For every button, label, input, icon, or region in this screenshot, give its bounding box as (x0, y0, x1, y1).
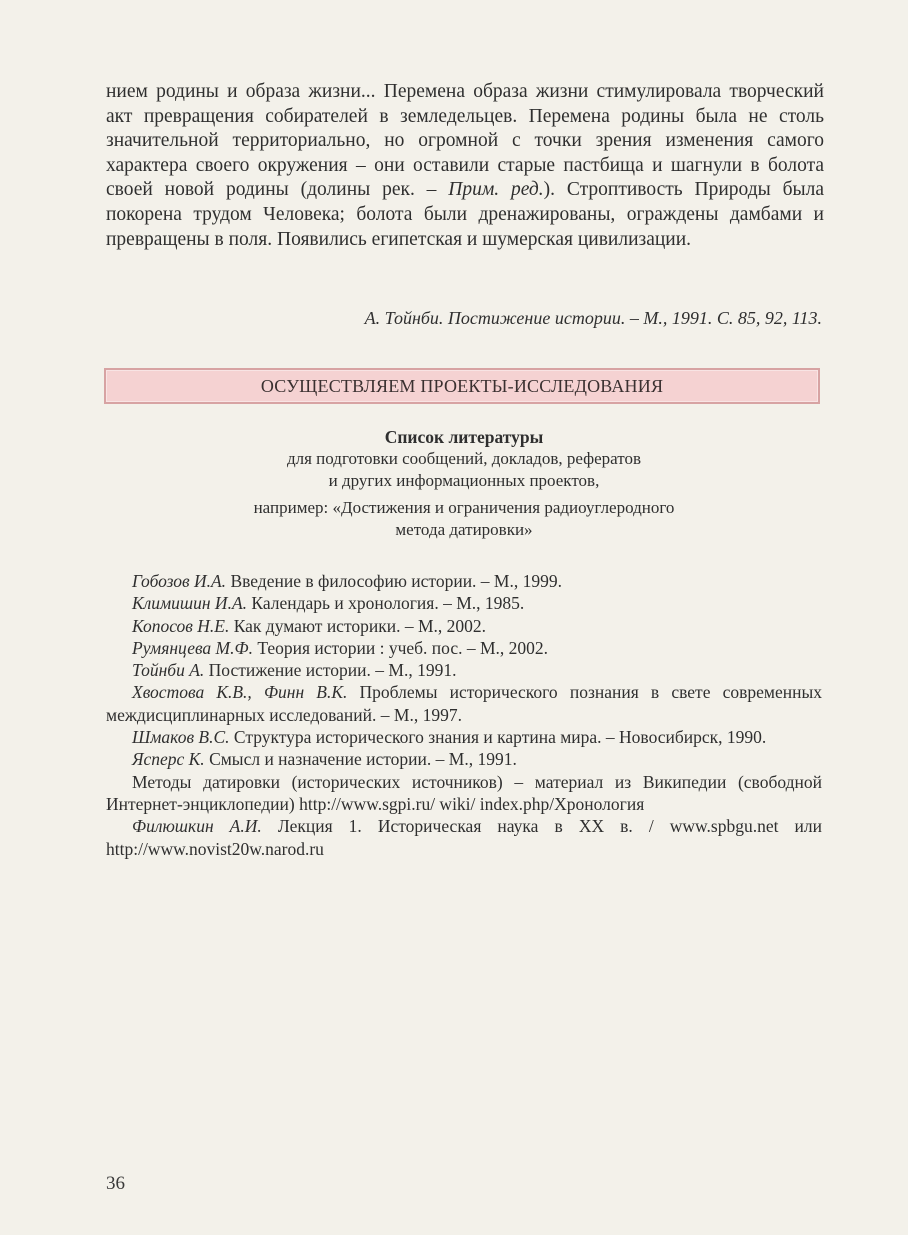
bibliography-author: Хвостова К.В., Финн В.К. (132, 682, 348, 703)
quote-text-before: нием родины и образа жизни... Перемена образа жизни стимулировала творческий акт превращения собирателей в земледельцев. Перемена родины была не столь значительной территориально, но огромной с точки зрения изменения самого характера своего окружения – они оставили старые пастбища и шагнули в болота своей новой родины (долины рек. – (106, 81, 824, 201)
bibliography-entry: Теория истории : учеб. пос. – М., 2002. (252, 637, 549, 658)
bibliography-author: Филюшкин А.И. (132, 816, 262, 837)
bibliography-item (106, 615, 822, 637)
bibliography-title: Список литературы (384, 427, 544, 447)
bibliography-author: Гобозов И.А. (132, 571, 227, 591)
bibliography-item (106, 637, 822, 659)
bibliography-entry: Введение в философию истории. – М., 1999. (226, 571, 562, 591)
bibliography-author: Тойнби А. (132, 660, 205, 681)
bibliography-list (106, 570, 822, 860)
bibliography-item (106, 771, 822, 816)
bibliography-example-line-1: например: «Достижения и ограничения радиоуглеродного (253, 498, 675, 517)
bibliography-entry: Постижение истории. – М., 1991. (204, 660, 457, 681)
bibliography-author: Румянцева М.Ф. (132, 637, 253, 658)
quote-block (106, 80, 824, 252)
bibliography-entry: Лекция 1. Историческая наука в XX в. / www.spbgu.net или http://www.novist20w.narod.ru (106, 816, 823, 859)
bibliography-header (106, 426, 822, 541)
page-number: 36 (106, 1173, 125, 1194)
bibliography-item (106, 570, 822, 592)
bibliography-item (106, 592, 822, 614)
bibliography-subtitle-line-1: для подготовки сообщений, докладов, рефератов (286, 449, 641, 468)
bibliography-example-line-2: метода датировки» (395, 520, 533, 539)
section-banner (104, 368, 820, 404)
bibliography-item (106, 726, 822, 748)
quote-text (106, 80, 824, 252)
bibliography-entry: Проблемы исторического познания в свете современных междисциплинарных исследований. – М., 1997. (106, 682, 822, 725)
editor-note: Прим. ред. (448, 179, 544, 201)
bibliography-author: Климишин И.А. (132, 593, 248, 614)
bibliography-item (106, 681, 822, 726)
bibliography-item (106, 748, 822, 770)
bibliography-author: Копосов Н.Е. (132, 615, 230, 636)
bibliography-entry: Структура исторического знания и картина мира. – Новосибирск, 1990. (229, 727, 767, 748)
quote-citation: А. Тойнби. Постижение истории. – М., 1991. С. 85, 92, 113. (364, 308, 822, 328)
bibliography-author: Шмаков В.С. (132, 727, 230, 748)
bibliography-entry: Как думают историки. – М., 2002. (229, 615, 487, 636)
bibliography-entry: Календарь и хронология. – М., 1985. (247, 593, 525, 614)
bibliography-author: Ясперс К. (132, 749, 205, 770)
bibliography-entry: Смысл и назначение истории. – М., 1991. (204, 749, 517, 770)
bibliography-item (106, 815, 822, 860)
bibliography-entry: Методы датировки (исторических источников) – материал из Википедии (свободной Интернет-энциклопедии) http://www.sgpi.ru/ wiki/ index.php/Хронология (106, 771, 822, 814)
bibliography-item (106, 659, 822, 681)
section-banner-title: ОСУЩЕСТВЛЯЕМ ПРОЕКТЫ-ИССЛЕДОВАНИЯ (260, 375, 664, 396)
bibliography-subtitle-line-2: и других информационных проектов, (328, 471, 600, 490)
quote-text-after: ). Строптивость Природы была покорена трудом Человека; болота были дренажированы, ограждены дамбами и превращены в поля. Появились египетская и шумерская цивилизации. (106, 179, 824, 250)
